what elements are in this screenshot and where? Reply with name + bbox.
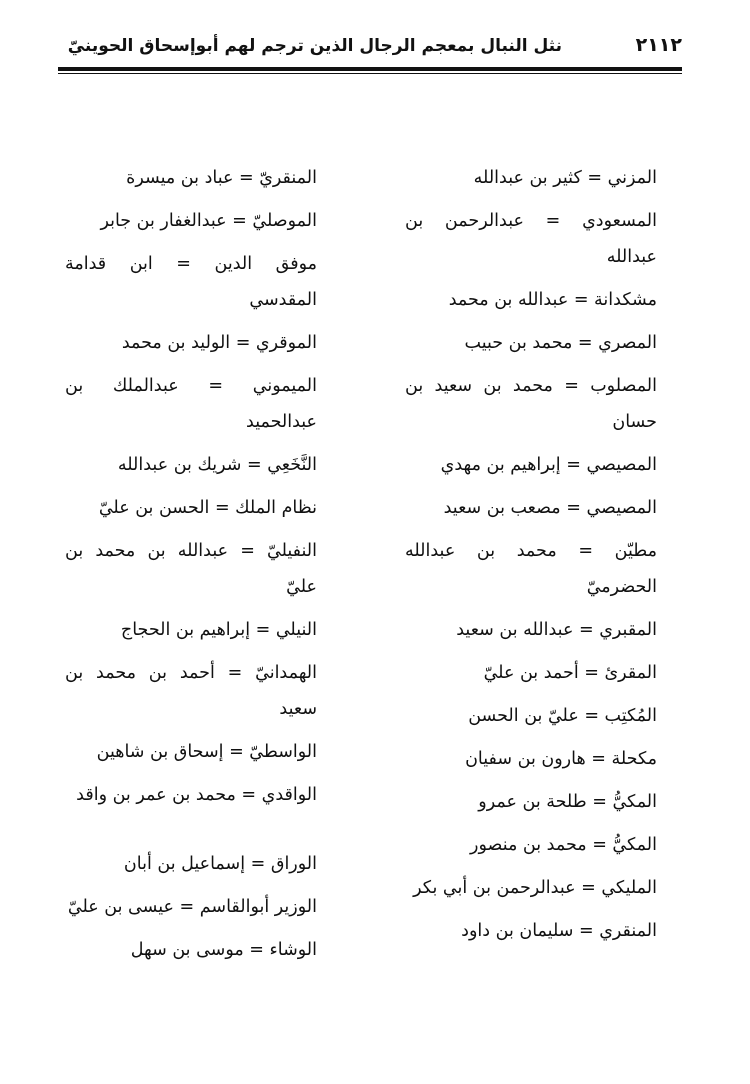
index-entry: المصيصي = إبراهيم بن مهدي <box>440 455 657 475</box>
index-entry: النيلي = إبراهيم بن الحجاج <box>120 620 317 640</box>
running-title: نثل النبال بمعجم الرجال الذين ترجم لهم أبوإسحاق الحوينيّ <box>67 36 562 56</box>
index-entry: المصيصي = مصعب بن سعيد <box>443 498 657 518</box>
index-entry: المكيُّ = محمد بن منصور <box>470 835 657 855</box>
right-column <box>405 160 657 956</box>
index-entry: المقبري = عبدالله بن سعيد <box>456 620 657 640</box>
index-entry: مكحلة = هارون بن سفيان <box>465 749 657 769</box>
index-entry: الوراق = إسماعيل بن أبان <box>123 854 317 874</box>
index-entry: المنقري = سليمان بن داود <box>461 921 657 941</box>
index-entry: الوزير أبوالقاسم = عيسى بن عليّ <box>67 897 317 917</box>
index-entry: النفيليّ = عبدالله بن محمد بن عليّ <box>65 541 317 597</box>
index-entry: الميموني = عبدالملك بن عبدالحميد <box>65 376 317 432</box>
index-entry: المزني = كثير بن عبدالله <box>473 168 657 188</box>
index-entry: مشكدانة = عبدالله بن محمد <box>448 290 657 310</box>
index-entry: المكيُّ = طلحة بن عمرو <box>478 792 657 812</box>
page-header <box>58 30 682 66</box>
index-entry: المقرئ = أحمد بن عليّ <box>483 663 657 683</box>
index-entry: الوشاء = موسى بن سهل <box>130 940 317 960</box>
header-rule-thick <box>58 67 682 71</box>
index-entry: الواسطيّ = إسحاق بن شاهين <box>96 742 317 762</box>
index-entry: نظام الملك = الحسن بن عليّ <box>98 498 317 518</box>
index-entry: المسعودي = عبدالرحمن بن عبدالله <box>405 211 657 267</box>
header-rule-thin <box>58 73 682 74</box>
index-entry: الهمدانيّ = أحمد بن محمد بن سعيد <box>65 663 317 719</box>
left-column <box>65 160 317 975</box>
page-number: ٢١١٢ <box>635 34 682 56</box>
index-entry: الواقدي = محمد بن عمر بن واقد <box>76 785 317 805</box>
index-entry: المصري = محمد بن حبيب <box>464 333 657 353</box>
index-entry: المُكتِب = عليّ بن الحسن <box>468 706 657 726</box>
index-entry: الموقري = الوليد بن محمد <box>121 333 317 353</box>
section-gap <box>65 820 317 846</box>
index-entry: المصلوب = محمد بن سعيد بن حسان <box>405 376 657 432</box>
index-entry: النَّخَعِي = شريك بن عبدالله <box>117 455 317 475</box>
index-entry: المنقريّ = عباد بن ميسرة <box>126 168 317 188</box>
index-entry: مطيّن = محمد بن عبدالله الحضرميّ <box>405 541 657 597</box>
index-entry: موفق الدين = ابن قدامة المقدسي <box>65 254 317 310</box>
index-entry: المليكي = عبدالرحمن بن أبي بكر <box>413 878 657 898</box>
index-entry: الموصليّ = عبدالغفار بن جابر <box>100 211 317 231</box>
